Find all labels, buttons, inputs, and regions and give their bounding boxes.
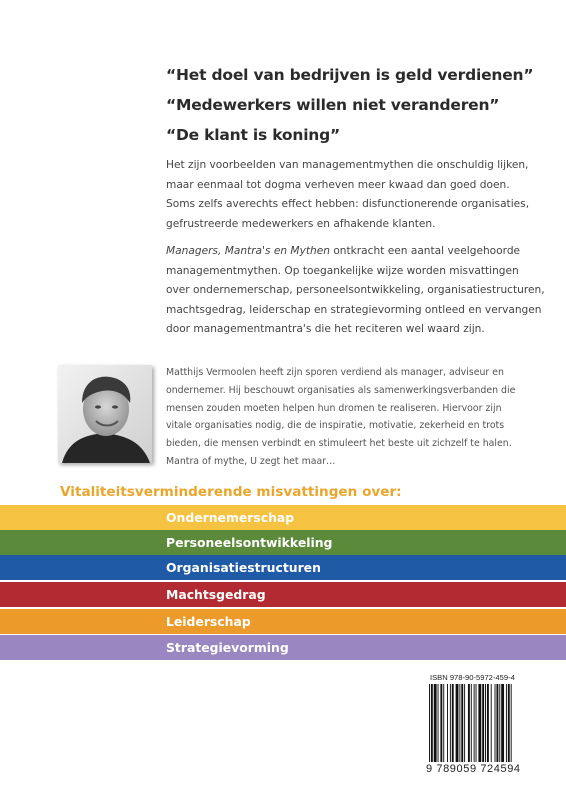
band-leiderschap — [0, 609, 566, 634]
barcode-bar — [511, 684, 512, 762]
barcode-bar — [506, 684, 507, 762]
bio-line: mensen zouden moeten helpen hun dromen te realiseren. Hiervoor zijn — [166, 402, 502, 414]
barcode-bar — [450, 684, 451, 762]
bio-line: Matthijs Vermoolen heeft zijn sporen verdiend als manager, adviseur en — [166, 367, 504, 378]
barcode-bar — [456, 684, 459, 762]
quote-3: “De klant is koning” — [166, 126, 341, 144]
band-label: Strategievorming — [166, 640, 289, 655]
summary-line: machtsgedrag, leiderschap en strategievorming ontleed en vervangen — [166, 303, 542, 316]
barcode-bar — [499, 684, 500, 762]
barcode-bar — [491, 684, 492, 762]
bio-line: ondernemer. Hij beschouwt organisaties als samenwerkingsverbanden die — [166, 384, 516, 396]
book-title: Managers, Mantra's en Mythen — [166, 245, 330, 257]
summary-line — [166, 242, 536, 262]
barcode-bar — [438, 684, 439, 762]
bio-line: Mantra of mythe, U zegt het maar… — [166, 455, 336, 467]
barcode-bar — [482, 684, 484, 762]
band-label: Organisatiestructuren — [166, 560, 321, 575]
summary-line: managementmythen. Op toegankelijke wijze worden misvattingen — [166, 264, 519, 277]
barcode-bar — [485, 684, 486, 762]
isbn-label: ISBN 978-90-5972-459-4 — [430, 673, 515, 682]
band-label: Leiderschap — [166, 614, 251, 629]
bio-line: bieden, die mensen verbindt en stimuleert het beste uit zichzelf te halen. — [166, 438, 512, 450]
barcode-bar — [461, 684, 463, 762]
barcode-bar — [429, 684, 430, 762]
barcode-bar — [468, 684, 470, 762]
barcode-digits: 9 789059 724594 — [426, 763, 521, 775]
barcode-bar — [508, 684, 510, 762]
intro-line: Het zijn voorbeelden van managementmythen die onschuldig lijken, — [166, 159, 529, 171]
barcode-bar — [434, 684, 437, 762]
barcode-bar — [443, 684, 444, 762]
barcode-bar — [471, 684, 472, 762]
summary-paragraph — [166, 242, 545, 340]
intro-paragraph — [166, 156, 536, 234]
band-machtsgedrag — [0, 582, 566, 607]
barcode — [427, 684, 533, 768]
barcode-bar — [487, 684, 489, 762]
barcode-bar — [495, 684, 496, 762]
barcode-bar — [447, 684, 448, 762]
band-organisatiestructuren — [0, 555, 566, 580]
quote-1: “Het doel van bedrijven is geld verdienen” — [166, 66, 534, 84]
bands-heading: Vitaliteitsverminderende misvattingen over: — [60, 484, 402, 500]
barcode-bar — [496, 684, 498, 762]
author-photo — [58, 365, 152, 463]
barcode-bar — [476, 684, 477, 762]
intro-line: Soms zelfs averechts effect hebben: disfunctionerende organisaties, — [166, 198, 530, 211]
band-label: Personeelsontwikkeling — [166, 535, 333, 550]
band-strategievorming — [0, 635, 566, 660]
summary-line: over ondernemerschap, personeelsontwikkeling, organisatiestructuren, — [166, 284, 545, 297]
intro-line: maar eenmaal tot dogma verheven meer kwaad dan goed doen. — [166, 178, 510, 191]
barcode-bar — [501, 684, 504, 762]
barcode-bar — [440, 684, 442, 762]
barcode-bar — [464, 684, 465, 762]
barcode-bar — [474, 684, 475, 762]
barcode-bar — [431, 684, 433, 762]
summary-line-rest: ontkracht een aantal veelgehoorde — [329, 245, 521, 257]
band-ondernemerschap — [0, 505, 566, 530]
barcode-bar — [478, 684, 481, 762]
band-label: Ondernemerschap — [166, 510, 295, 525]
summary-line: door managementmantra's die het reciteren wel waard zijn. — [166, 323, 485, 336]
author-bio — [166, 364, 546, 471]
quote-2: “Medewerkers willen niet veranderen” — [166, 96, 500, 114]
bio-line: vitale organisaties nodig, die de inspiratie, motivatie, zekerheid en trots — [166, 420, 505, 432]
intro-line: gefrustreerde medewerkers en afhakende klanten. — [166, 217, 436, 230]
barcode-bar — [459, 684, 460, 762]
barcode-bar — [452, 684, 454, 762]
band-label: Machtsgedrag — [166, 587, 266, 602]
band-personeelsontwikkeling — [0, 530, 566, 555]
